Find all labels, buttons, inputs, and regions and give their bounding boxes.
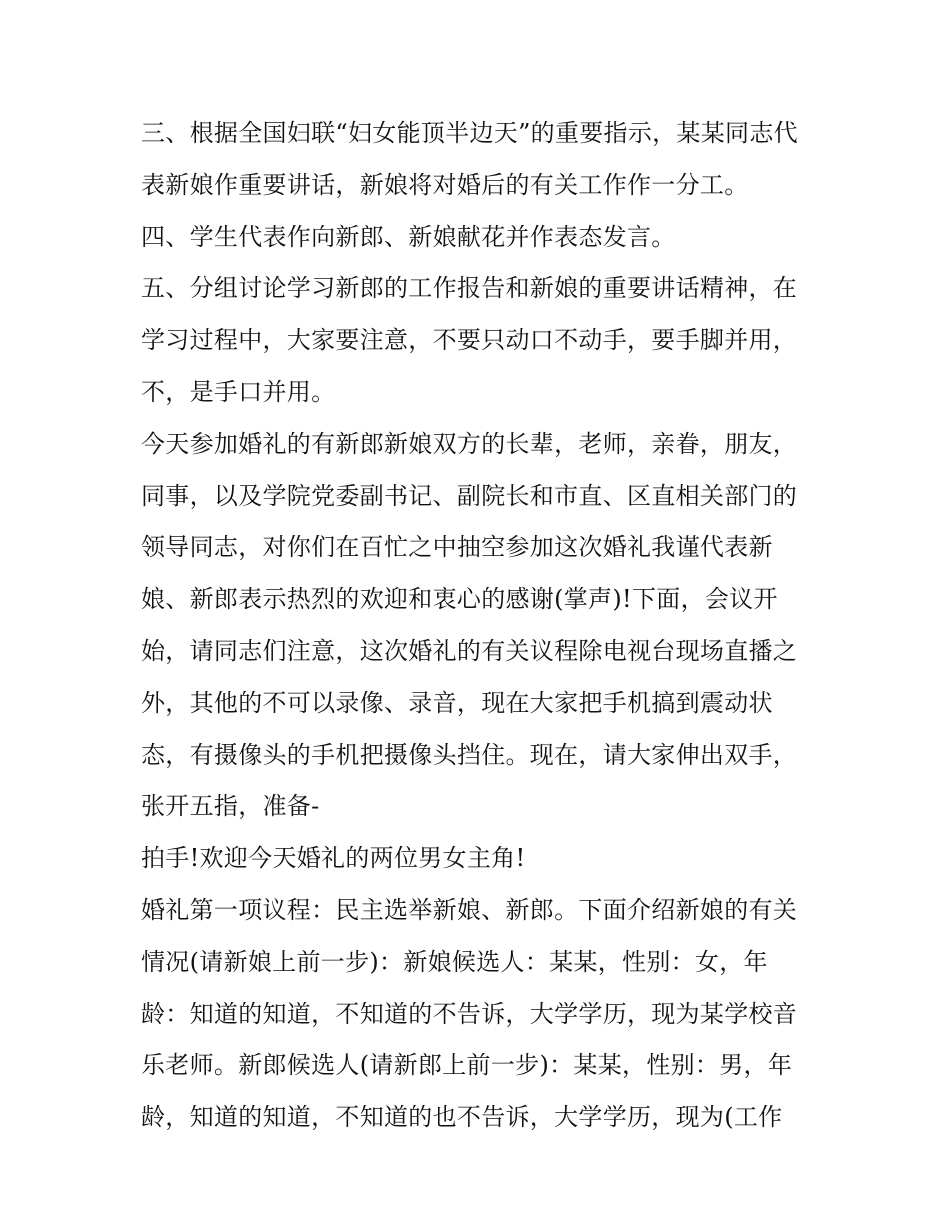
text-line: 学习过程中，大家要注意，不要只动口不动手，要手脚并用，: [141, 326, 798, 355]
text-line: 不，是手口并用。: [141, 377, 336, 406]
document-body: [141, 108, 821, 1144]
text-line: 龄，知道的知道，不知道的也不告诉，大学学历，现为(工作: [141, 1103, 783, 1132]
text-line: 今天参加婚礼的有新郎新娘双方的长辈，老师，亲眷，朋友，: [141, 429, 798, 458]
text-line: 同事，以及学院党委副书记、副院长和市直、区直相关部门的: [141, 481, 798, 510]
text-line: 领导同志，对你们在百忙之中抽空参加这次婚礼我谨代表新: [141, 533, 773, 562]
text-line: 张开五指，准备-: [141, 792, 320, 821]
text-line: 情况(请新娘上前一步)：新娘候选人：某某，性别：女，年: [141, 947, 768, 976]
text-line: 三、根据全国妇联“妇女能顶半边天”的重要指示，某某同志代: [141, 119, 798, 147]
text-line: 娘、新郎表示热烈的欢迎和衷心的感谢(掌声)!下面，会议开: [141, 585, 778, 614]
text-line: 乐老师。新郎候选人(请新郎上前一步)：某某，性别：男，年: [141, 1051, 793, 1080]
text-line: 外，其他的不可以录像、录音，现在大家把手机搞到震动状: [141, 688, 773, 717]
text-line: 拍手!欢迎今天婚礼的两位男女主角!: [141, 844, 526, 873]
text-line: 五、分组讨论学习新郎的工作报告和新娘的重要讲话精神，在: [141, 274, 798, 303]
text-line: 婚礼第一项议程：民主选举新娘、新郎。下面介绍新娘的有关: [141, 895, 798, 924]
text-line: 四、学生代表作向新郎、新娘献花并作表态发言。: [141, 222, 676, 251]
text-line: 态，有摄像头的手机把摄像头挡住。现在，请大家伸出双手，: [141, 740, 798, 769]
text-line: 表新娘作重要讲话，新娘将对婚后的有关工作作一分工。: [141, 170, 749, 199]
text-line: 始，请同志们注意，这次婚礼的有关议程除电视台现场直播之: [141, 636, 798, 665]
text-line: 龄：知道的知道，不知道的不告诉，大学学历，现为某学校音: [141, 999, 798, 1028]
